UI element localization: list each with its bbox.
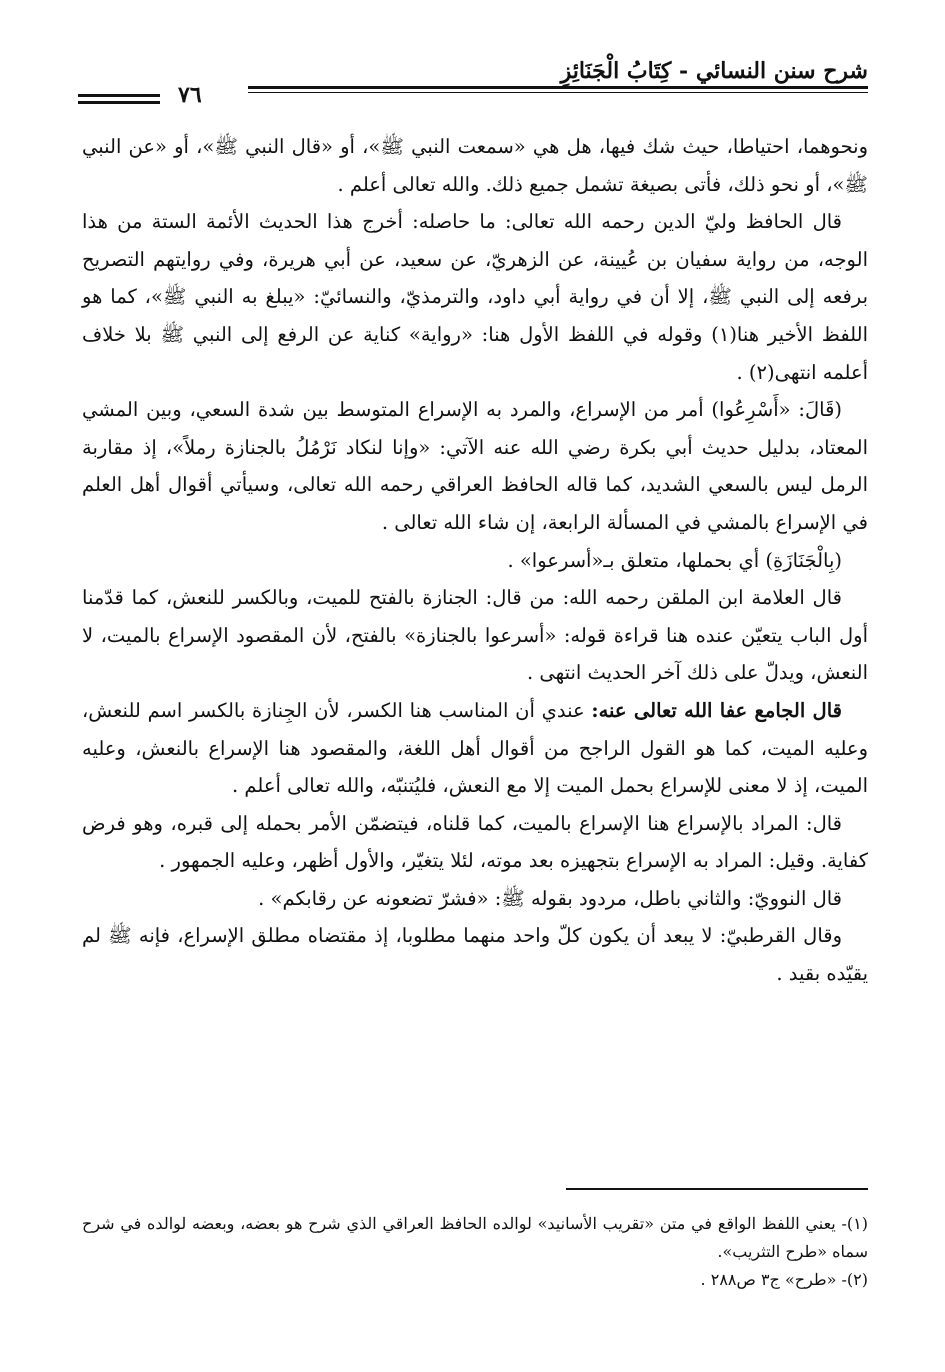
header-rule-thin	[248, 92, 868, 93]
paragraph-8	[82, 880, 868, 918]
paragraph-text: (بِالْجَنَازَةِ) أي بحملها، متعلق بـ«أسرعوا» .	[507, 548, 842, 572]
paragraph-9	[82, 917, 868, 992]
paragraph-text: ونحوهما، احتياطا، حيث شك فيها، هل هي «سمعت النبي ﷺ»، أو «قال النبي ﷺ»، أو «عن النبي ﷺ»، أو نحو ذلك، فأتى بصيغة تشمل جميع ذلك. والله تعالى أعلم .	[82, 135, 868, 196]
paragraph-text: قال: المراد بالإسراع هنا الإسراع بالميت، كما قلناه، فيتضمّن الأمر بحمله إلى قبره، وهو فرض كفاية. وقيل: المراد به الإسراع بتجهيزه بعد موته، لئلا يتغيّر، والأول أظهر، وعليه الجمهور .	[82, 811, 868, 873]
footnotes	[82, 1210, 868, 1294]
body-text	[82, 128, 868, 993]
header-rule	[248, 86, 868, 89]
paragraph-4	[82, 542, 868, 580]
paragraph-text: وقال القرطبيّ: لا يبعد أن يكون كلّ واحد منهما مطلوبا، إذ مقتضاه مطلق الإسراع، فإنه ﷺ لم يقيّده بقيد .	[82, 924, 868, 986]
paragraph-1	[82, 128, 868, 203]
paragraph-2	[82, 203, 868, 391]
paragraph-6	[82, 692, 868, 805]
running-title: شرح سنن النسائي - كِتَابُ الْجَنَائِزِ	[560, 58, 868, 84]
paragraph-3	[82, 391, 868, 541]
paragraph-text: قال العلامة ابن الملقن رحمه الله: من قال: الجنازة بالفتح للميت، وبالكسر للنعش، كما قدّمنا أول الباب يتعيّن عنده هنا قراءة قوله: «أسرعوا بالجنازة» بالفتح، لأن المقصود الإسراع بالميت، لا النعش، ويدلّ على ذلك آخر الحديث انتهى .	[82, 586, 868, 685]
paragraph-text: (قَالَ: «أَسْرِعُوا) أمر من الإسراع، والمرد به الإسراع المتوسط بين شدة السعي، وبين المشي المعتاد، بدليل حديث أبي بكرة رضي الله عنه الآتي: «وإنا لنكاد نَرْمُلُ بالجنازة رملاً»، إذ مقاربة الرمل ليس بالسعي الشديد، كما قاله الحافظ العراقي رحمه الله تعالى، وسيأتي أقوال أهل العلم في الإسراع بالمشي في المسألة الرابعة، إن شاء الله تعالى .	[82, 398, 868, 534]
paragraph-5	[82, 579, 868, 692]
page-number: ٧٦	[178, 82, 202, 108]
footnote-2: (٢)- «طرح» ج٣ ص٢٨٨ .	[700, 1270, 868, 1289]
page-number-rule-lower	[78, 101, 160, 104]
footnote-separator	[566, 1188, 868, 1190]
footnote-1: (١)- يعني اللفظ الواقع في متن «تقريب الأسانيد» لوالده الحافظ العراقي الذي شرح هو بعضه، وبعضه لوالده في شرح سماه «طرح التثريب».	[82, 1214, 868, 1261]
paragraph-lead: قال الجامع عفا الله تعالى عنه:	[591, 698, 842, 722]
paragraph-text: قال الحافظ وليّ الدين رحمه الله تعالى: ما حاصله: أخرج هذا الحديث الأئمة الستة من هذا الوجه، من رواية سفيان بن عُيينة، عن الزهريّ، عن سعيد، عن أبي هريرة، وفي روايتهم التصريح برفعه إلى النبي ﷺ، إلا أن في رواية أبي داود، والترمذيّ، والنسائيّ: «يبلغ به النبي ﷺ»، كما هو اللفظ الأخير هنا(١) وقوله في اللفظ الأول هنا: «رواية» كناية عن الرفع إلى النبي ﷺ بلا خلاف أعلمه انتهى(٢) .	[82, 210, 868, 384]
paragraph-text: عندي أن المناسب هنا الكسر، لأن الجِنازة بالكسر اسم للنعش، وعليه الميت، كما هو القول الراجح من أقوال أهل اللغة، والمقصود هنا الإسراع بالنعش، وعليه الميت، إذ لا معنى للإسراع بحمل الميت إلا مع النعش، فليُتنبّه، والله تعالى أعلم .	[82, 698, 868, 798]
paragraph-7	[82, 805, 868, 880]
paragraph-text: قال النوويّ: والثاني باطل، مردود بقوله ﷺ: «فشرّ تضعونه عن رقابكم» .	[258, 886, 842, 910]
page-number-rule-upper	[78, 94, 160, 97]
page-header	[78, 52, 868, 112]
